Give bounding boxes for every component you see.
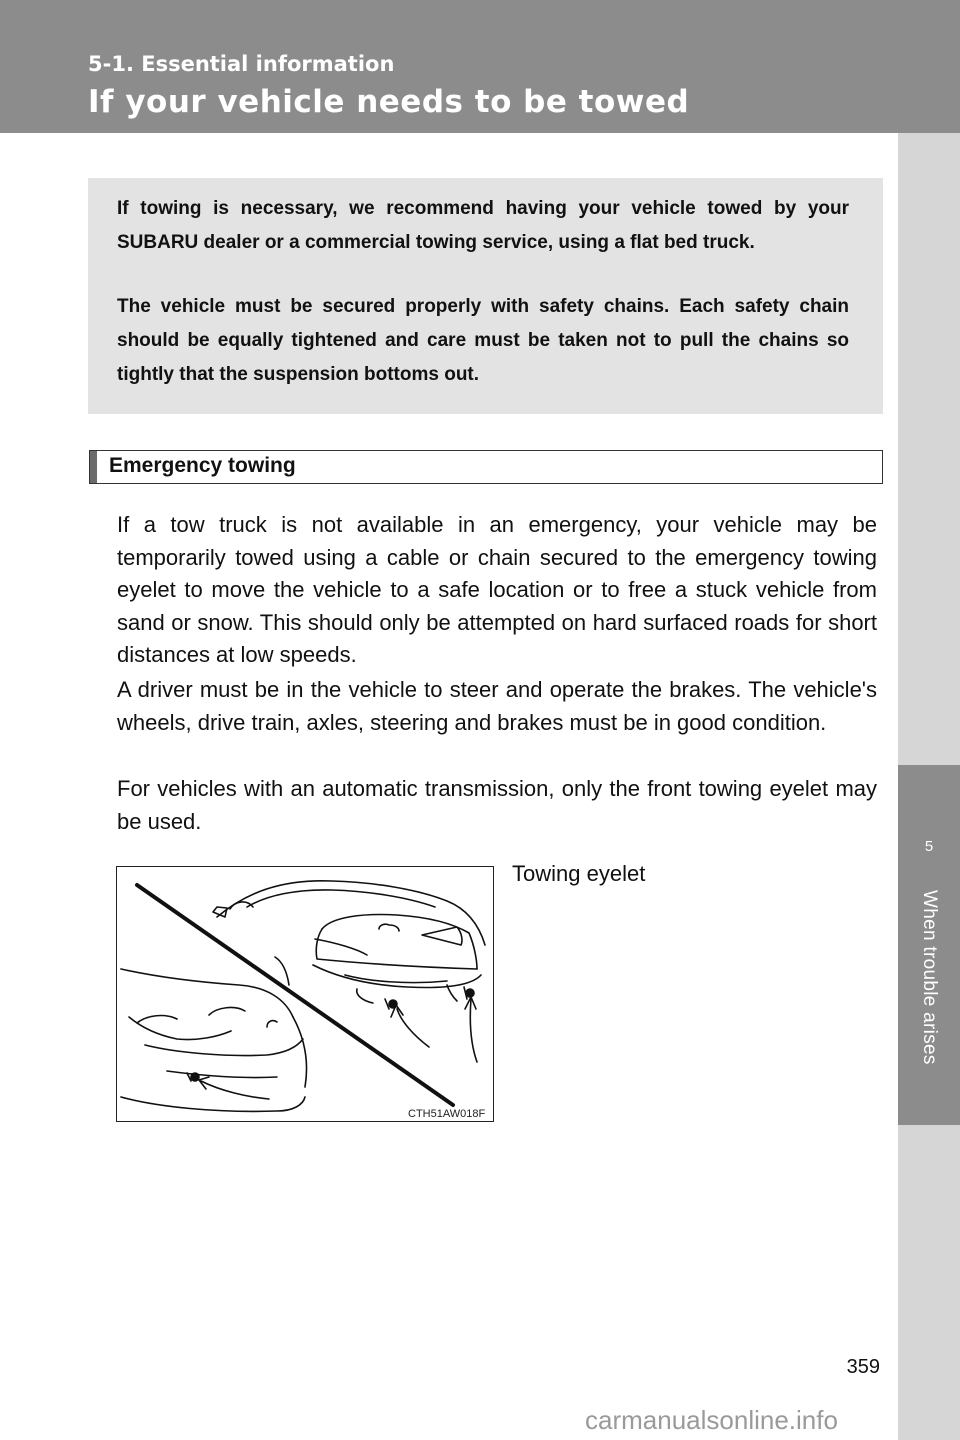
chapter-label: When trouble arises <box>919 890 940 1065</box>
towing-eyelet-illustration <box>116 866 494 1122</box>
heading-bar <box>90 451 97 483</box>
subsection-heading-text: Emergency towing <box>109 454 296 477</box>
chapter-number: 5 <box>924 838 934 855</box>
figure-code: CTH51AW018F <box>408 1108 486 1120</box>
body-paragraph: A driver must be in the vehicle to steer and operate the brakes. The vehicle's wheels, drive train, axles, steering and brakes must be in good condition. <box>117 677 877 735</box>
intro-paragraph: If towing is necessary, we recommend having your vehicle towed by your SUBARU dealer or a commercial towing service, using a flat bed truck. <box>117 198 849 253</box>
body-paragraph: If a tow truck is not available in an emergency, your vehicle may be temporarily towed using a cable or chain secured to the emergency towing eyelet to move the vehicle to a safe location or to free a stuck vehicle from sand or snow. This should only be attempted on hard surfaced roads for short distances at low speeds. <box>117 512 877 667</box>
towing-eyelet-callout: Towing eyelet <box>512 861 646 886</box>
page-header <box>0 0 960 133</box>
intro-paragraph: The vehicle must be secured properly with safety chains. Each safety chain should be equally tightened and care must be taken not to pull the chains so tightly that the suspension bottoms out. <box>117 296 849 385</box>
section-label: 5-1. Essential information <box>88 52 395 76</box>
watermark: carmanualsonline.info <box>585 1405 838 1435</box>
body-paragraph: For vehicles with an automatic transmission, only the front towing eyelet may be used. <box>117 776 877 834</box>
page-number: 359 <box>846 1356 880 1378</box>
car-line-drawing <box>117 867 492 1120</box>
subsection-heading <box>89 450 883 484</box>
page-title: If your vehicle needs to be towed <box>88 84 690 120</box>
